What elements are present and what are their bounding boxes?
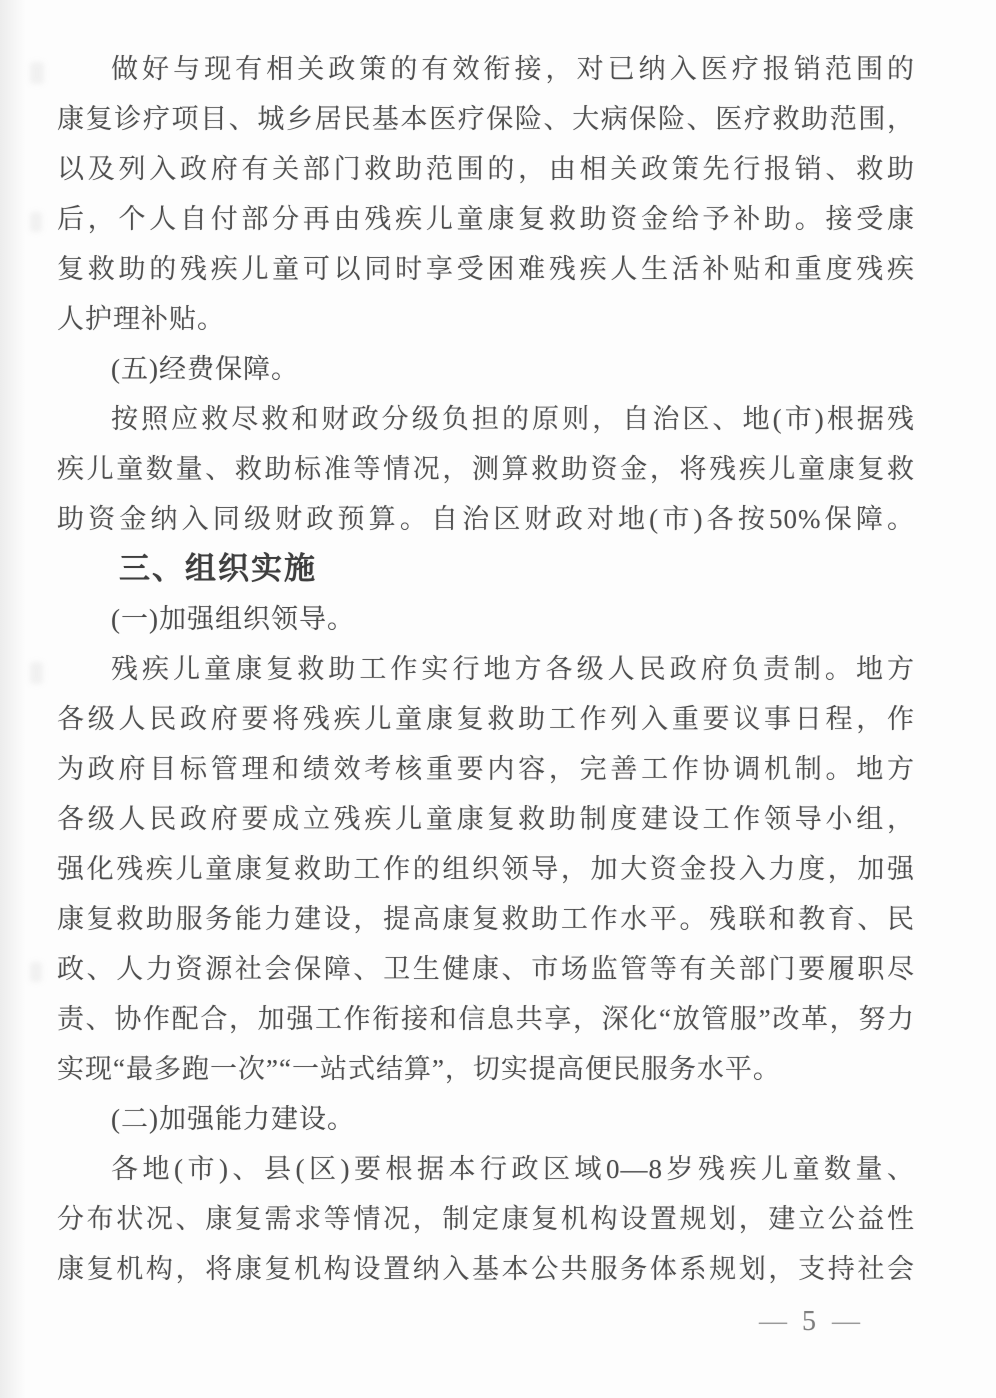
subsection-heading: (一)加强组织领导。	[111, 604, 355, 634]
text-line: 残疾儿童康复救助工作实行地方各级人民政府负责制。地方	[111, 654, 915, 684]
text-line: 分布状况、康复需求等情况，制定康复机构设置规划，建立公益性	[57, 1204, 915, 1234]
scan-artifact	[30, 212, 42, 232]
text-line: 责、协作配合，加强工作衔接和信息共享，深化“放管服”改革，努力	[57, 1004, 915, 1034]
text-line: 做好与现有相关政策的有效衔接，对已纳入医疗报销范围的	[111, 54, 915, 84]
footer-dash-left: —	[759, 1306, 787, 1337]
scan-artifact	[30, 962, 42, 982]
text-line: 各地(市)、县(区)要根据本行政区域0—8岁残疾儿童数量、	[111, 1154, 915, 1184]
text-line: 各级人民政府要成立残疾儿童康复救助制度建设工作领导小组，	[57, 804, 915, 834]
text-line: 助资金纳入同级财政预算。自治区财政对地(市)各按50%保障。	[57, 504, 915, 534]
text-line: 后，个人自付部分再由残疾儿童康复救助资金给予补助。接受康	[57, 204, 915, 234]
subsection-heading: (五)经费保障。	[111, 354, 299, 384]
text-line: 疾儿童数量、救助标准等情况，测算救助资金，将残疾儿童康复救	[57, 454, 915, 484]
text-line: 人护理补贴。	[57, 304, 225, 334]
text-line: 实现“最多跑一次”“一站式结算”，切实提高便民服务水平。	[57, 1054, 781, 1084]
scan-artifact	[30, 62, 44, 84]
text-line: 康复机构，将康复机构设置纳入基本公共服务体系规划，支持社会	[57, 1254, 915, 1284]
text-line: 为政府目标管理和绩效考核重要内容，完善工作协调机制。地方	[57, 754, 915, 784]
text-line: 康复救助服务能力建设，提高康复救助工作水平。残联和教育、民	[57, 904, 915, 934]
text-line: 政、人力资源社会保障、卫生健康、市场监管等有关部门要履职尽	[57, 954, 915, 984]
text-line: 复救助的残疾儿童可以同时享受困难残疾人生活补贴和重度残疾	[57, 254, 915, 284]
text-line: 强化残疾儿童康复救助工作的组织领导，加大资金投入力度，加强	[57, 854, 915, 884]
document-content	[57, 44, 915, 1294]
page-footer	[744, 1300, 875, 1344]
section-heading: 三、组织实施	[119, 551, 317, 586]
footer-dash-right: —	[832, 1306, 860, 1337]
text-line: 各级人民政府要将残疾儿童康复救助工作列入重要议事日程，作	[57, 704, 915, 734]
page-number: 5	[802, 1306, 817, 1337]
scan-artifact	[30, 662, 43, 684]
text-line: 以及列入政府有关部门救助范围的，由相关政策先行报销、救助	[57, 154, 915, 184]
text-line: 按照应救尽救和财政分级负担的原则，自治区、地(市)根据残	[111, 404, 915, 434]
text-line: 康复诊疗项目、城乡居民基本医疗保险、大病保险、医疗救助范围，	[57, 104, 915, 134]
subsection-heading: (二)加强能力建设。	[111, 1104, 355, 1134]
